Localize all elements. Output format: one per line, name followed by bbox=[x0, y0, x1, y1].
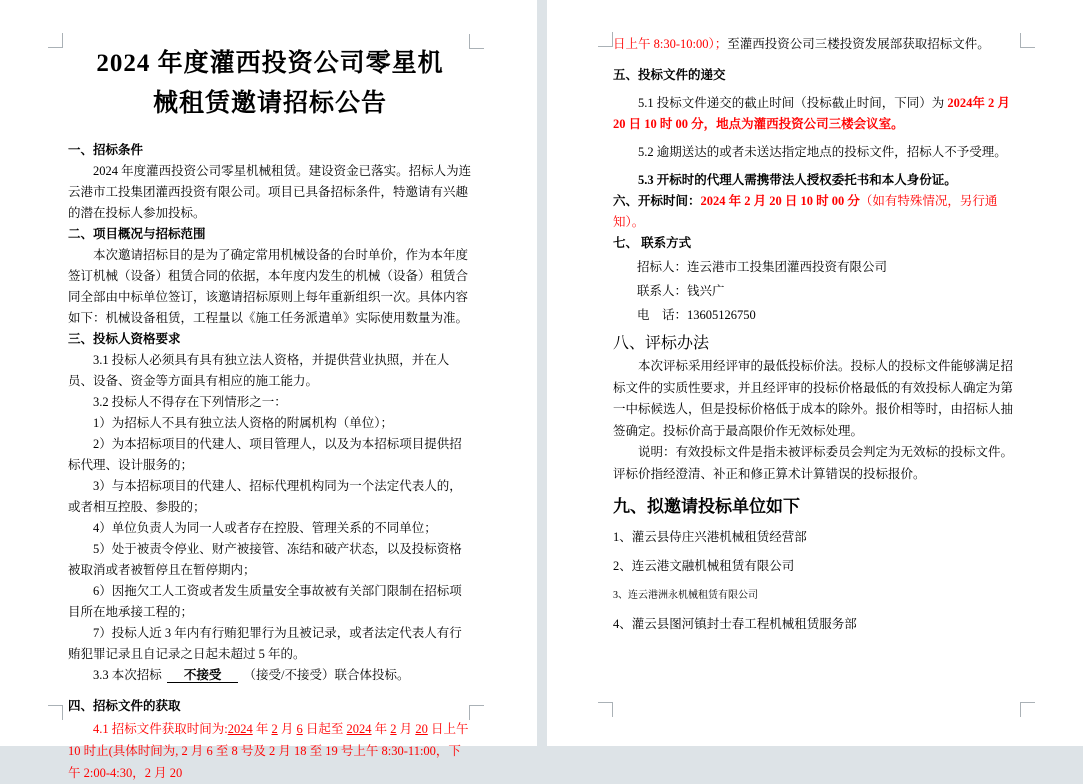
list-item: 7）投标人近 3 年内有行贿犯罪行为且被记录，或者法定代表人有行贿犯罪记录且自记录之日起未超过 5 年的。 bbox=[68, 626, 462, 661]
section-4-heading: 四、招标文件的获取 bbox=[68, 699, 181, 713]
date-underlined: 20 bbox=[415, 722, 428, 736]
clause-4-1-continuation-black: 至灌西投资公司三楼投资发展部获取招标文件。 bbox=[727, 37, 990, 51]
section-2-heading: 二、项目概况与招标范围 bbox=[68, 227, 206, 241]
bid-opening-datetime: 2024 年 2 月 20 日 10 时 00 分 bbox=[700, 194, 860, 208]
section-6-line bbox=[613, 191, 1021, 233]
section-7-heading: 七、 联系方式 bbox=[613, 236, 692, 250]
invitee-item: 2、连云港文融机械租赁有限公司 bbox=[613, 559, 795, 573]
section-9-heading: 九、拟邀请投标单位如下 bbox=[613, 497, 800, 516]
document-page-2 bbox=[547, 0, 1083, 746]
page2-content bbox=[613, 34, 1021, 637]
date-underlined: 2 bbox=[390, 722, 397, 736]
document-title bbox=[68, 44, 472, 124]
clause-5-1 bbox=[613, 93, 1021, 135]
clause-5-2: 5.2 逾期送达的或者未送达指定地点的投标文件，招标人不予受理。 bbox=[638, 145, 1007, 159]
list-item: 3）与本招标项目的代建人、招标代理机构同为一个法定代表人的，或者相互控股、参股的； bbox=[68, 479, 462, 514]
clause-4-1-text: 年 bbox=[371, 722, 391, 736]
clause-3-3-prefix: 3.3 本次招标 bbox=[93, 668, 162, 682]
section-5-heading: 五、投标文件的递交 bbox=[613, 68, 726, 82]
clause-4-1-text: 月 bbox=[396, 722, 416, 736]
clause-4-1-continuation bbox=[613, 34, 1021, 55]
evaluation-method-body: 本次评标采用经评审的最低投标价法。投标人的投标文件能够满足招标文件的实质性要求，并且经评审的投标价格最低的有效投标人确定为第一中标候选人，但是投标价格低于成本的除外。报价相等时，由招标人抽签确定。投标价高于最高限价作无效标处理。 bbox=[613, 359, 1014, 438]
evaluation-method-note: 说明：有效投标文件是指未被评标委员会判定为无效标的投标文件。评标价指经澄清、补正和修正算术计算错误的投标报价。 bbox=[613, 445, 1014, 481]
invitee-item: 4、灌云县图河镇封士春工程机械租赁服务部 bbox=[613, 617, 857, 631]
joint-bid-blank-value: 不接受 bbox=[167, 668, 239, 683]
section-6-heading: 六、开标时间： bbox=[613, 194, 701, 208]
list-item: 5）处于被责令停业、财产被接管、冻结和破产状态，以及投标资格被取消或者被暂停且在暂停期内； bbox=[68, 542, 462, 577]
page1-content bbox=[68, 44, 472, 784]
clause-5-1-black: 5.1 投标文件递交的截止时间（投标截止时间，下同）为 bbox=[638, 96, 948, 110]
deadline-datetime-location: 2024年 2 月 20 日 10 时 00 分，地点为灌西投资公司三楼会议室。 bbox=[613, 96, 1010, 131]
crop-mark-top-right-icon bbox=[1020, 33, 1035, 48]
bid-opening-note: （如有特殊情况，另行通知）。 bbox=[613, 194, 998, 229]
crop-mark-top-left-icon bbox=[598, 32, 613, 47]
clause-3-3 bbox=[68, 665, 472, 686]
date-underlined: 2024 bbox=[227, 722, 253, 736]
phone-line: 电 话：13605126750 bbox=[637, 308, 756, 322]
crop-mark-top-left-icon bbox=[48, 33, 63, 48]
clause-4-1-text: 4.1 招标文件获取时间为: bbox=[93, 722, 228, 736]
tenderer-line: 招标人：连云港市工投集团灌西投资有限公司 bbox=[637, 260, 888, 274]
title-line-2: 械租赁邀请招标公告 bbox=[152, 90, 387, 117]
clause-3-2: 3.2 投标人不得存在下列情形之一： bbox=[93, 395, 287, 409]
section-1-heading: 一、招标条件 bbox=[68, 143, 144, 157]
crop-mark-bottom-left-icon bbox=[48, 705, 63, 720]
clause-3-1: 3.1 投标人必须具有具有独立法人资格，并提供营业执照，并在人员、设备、资金等方面具有相应的施工能力。 bbox=[68, 353, 450, 388]
crop-mark-bottom-left-icon bbox=[598, 702, 613, 717]
section-1-body: 2024 年度灌西投资公司零星机械租赁。建设资金已落实。招标人为连云港市工投集团灌西投资有限公司。项目已具备招标条件，特邀请有兴趣的潜在投标人参加投标。 bbox=[68, 164, 472, 220]
clause-5-3: 5.3 开标时的代理人需携带法人授权委托书和本人身份证。 bbox=[638, 173, 957, 187]
clause-4-1-text: 日上午 10 时止(具体时间为, 2 月 6 至 8 号及 2 月 18 至 19 号上午 8:30-11:00，下午 2:00-4:30，2 月 20 bbox=[68, 722, 469, 780]
date-underlined: 6 bbox=[296, 722, 303, 736]
section-2-body: 本次邀请招标目的是为了确定常用机械设备的台时单价，作为本年度签订机械（设备）租赁合同的依据，本年度内发生的机械（设备）租赁合同全部由中标单位签订，该邀请招标原则上每年重新组织一次。具体内容如下：机械设备租赁，工程量以《施工任务派遣单》实际使用数量为准。 bbox=[68, 248, 469, 325]
crop-mark-bottom-right-icon bbox=[1020, 702, 1035, 717]
invitee-item: 1、灌云县侍庄兴港机械租赁经营部 bbox=[613, 530, 807, 544]
list-item: 4）单位负责人为同一人或者存在控股、管理关系的不同单位； bbox=[93, 521, 437, 535]
invitee-item: 3、连云港洲永机械租赁有限公司 bbox=[613, 590, 758, 601]
date-underlined: 2024 bbox=[346, 722, 372, 736]
document-page-1 bbox=[0, 0, 537, 780]
section-3-heading: 三、投标人资格要求 bbox=[68, 332, 181, 346]
clause-4-1-text: 月 bbox=[277, 722, 297, 736]
contact-person-line: 联系人：钱兴广 bbox=[637, 284, 725, 298]
list-item: 1）为招标人不具有独立法人资格的附属机构（单位）； bbox=[93, 416, 394, 430]
list-item: 6）因拖欠工人工资或者发生质量安全事故被有关部门限制在招标项目所在地承接工程的； bbox=[68, 584, 462, 619]
section-8-heading: 八、评标办法 bbox=[613, 335, 710, 352]
list-item: 2）为本招标项目的代建人、项目管理人，以及为本招标项目提供招标代理、设计服务的； bbox=[68, 437, 462, 472]
clause-4-1-continuation-red: 日上午 8:30-10:00）； bbox=[613, 37, 728, 51]
clause-3-3-suffix: （接受/不接受）联合体投标。 bbox=[243, 668, 410, 682]
title-line-1: 2024 年度灌西投资公司零星机 bbox=[96, 50, 444, 77]
date-underlined: 2 bbox=[271, 722, 278, 736]
clause-4-1 bbox=[68, 718, 472, 784]
clause-4-1-text: 年 bbox=[252, 722, 272, 736]
clause-4-1-text: 日起至 bbox=[302, 722, 347, 736]
